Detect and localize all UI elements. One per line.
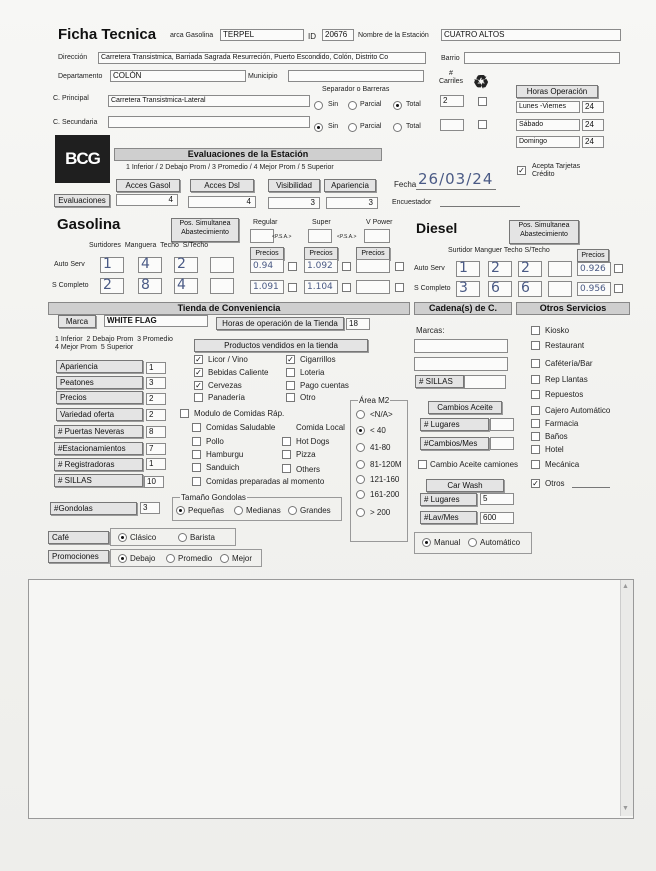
cafe-clasico-label: Clásico: [130, 533, 157, 542]
servicio-hotel-label: Hotel: [545, 445, 564, 454]
id-field[interactable]: 20676: [322, 29, 354, 41]
area-40-label: < 40: [370, 426, 386, 435]
evaluaciones-section-title: Evaluaciones de la Estación: [114, 148, 382, 161]
vpower-psa-field[interactable]: [364, 229, 390, 243]
servicio-mecanica-label: Mecánica: [545, 460, 580, 469]
notes-scrollbar[interactable]: [620, 580, 633, 816]
carwash-lugares-label: # Lugares: [420, 493, 477, 506]
tam-pequenas-radio[interactable]: [176, 506, 185, 515]
servicio-otros-label: Otros: [545, 479, 565, 488]
cadena-sillas-label: # SILLAS: [415, 375, 464, 388]
precio-diesel-header: Precios: [577, 249, 609, 262]
rating-apariencia-field[interactable]: 1: [146, 362, 166, 374]
horas-operacion-title: Horas Operación: [516, 85, 598, 98]
calle-secundaria-label: C. Secundaria: [53, 119, 98, 126]
area-m2-label: Área M2: [359, 396, 390, 405]
domingo-field[interactable]: 24: [582, 136, 604, 148]
comida-hamburgu-checkbox[interactable]: [192, 450, 201, 459]
tienda-section-title: Tienda de Conveniencia: [48, 302, 410, 315]
barrio-label: Barrio: [441, 55, 460, 62]
gas-comp-mangueras-val[interactable]: 8: [141, 277, 150, 293]
nombre-estacion-label: Nombre de la Estación: [358, 32, 429, 39]
diesel-auto-checkbox[interactable]: [614, 264, 623, 273]
dsl-auto-techo-val[interactable]: 2: [521, 260, 530, 276]
promo-promedio-label: Promedio: [178, 554, 213, 563]
area-41-80-radio[interactable]: [356, 443, 365, 452]
gasolina-columns: Surtidores Manguera Techo S/Techo: [89, 242, 209, 249]
calle-secundaria-field[interactable]: [108, 116, 310, 128]
producto-panaderia-checkbox[interactable]: [194, 393, 203, 402]
area-161-200-radio[interactable]: [356, 490, 365, 499]
producto-licor-checkbox[interactable]: ✓: [195, 355, 202, 364]
diesel-price-auto[interactable]: 0.926: [577, 262, 611, 276]
tam-pequenas-label: Pequeñas: [188, 506, 225, 515]
promo-debajo-label: Debajo: [130, 554, 156, 563]
rating-variedad-field[interactable]: 2: [146, 409, 166, 421]
barrio-field[interactable]: [464, 52, 620, 64]
super-psa-field[interactable]: [308, 229, 332, 243]
cafe-clasico-radio[interactable]: [118, 533, 127, 542]
producto-cervezas-label: Cervezas: [208, 381, 242, 390]
producto-cervezas-checkbox[interactable]: ✓: [195, 381, 202, 390]
regular-psa-field[interactable]: [250, 229, 274, 243]
acces-gasol-field[interactable]: 4: [116, 194, 178, 206]
rating-estacionamientos-field[interactable]: 7: [146, 443, 166, 455]
psa-label-1: <P.S.A.>: [272, 234, 292, 240]
carwash-automatico-label: Automático: [480, 538, 521, 547]
servicio-cafeteria-label: Cafétería/Bar: [545, 359, 593, 368]
secundaria-sin-label: Sin: [328, 123, 339, 130]
servicio-farmacia-checkbox[interactable]: [531, 419, 540, 428]
area-200-radio[interactable]: [356, 508, 365, 517]
gas-auto-surtidores: [100, 257, 124, 273]
gasolina-auto-label: Auto Serv: [54, 261, 85, 268]
otros-servicios-title: Otros Servicios: [516, 302, 630, 315]
fecha-handwritten[interactable]: 26/03/24: [418, 170, 494, 188]
acepta-tarjetas-checkbox[interactable]: ✓: [518, 166, 525, 175]
cambios-lugares-field[interactable]: [490, 418, 514, 431]
dsl-comp-mangueras: [488, 281, 512, 297]
rating-puertas-field[interactable]: 8: [146, 426, 166, 438]
acces-dsl-field[interactable]: 4: [188, 196, 256, 208]
promociones-label: Promociones: [48, 550, 109, 563]
cadena-section-title: Cadena(s) de C.: [414, 302, 512, 315]
area-na-label: <N/A>: [370, 410, 393, 419]
productos-title: Productos vendidos en la tienda: [194, 339, 368, 352]
fecha-underline: [416, 189, 496, 190]
tam-grandes-radio[interactable]: [288, 506, 297, 515]
cadena-marca-2-field[interactable]: [414, 357, 508, 371]
comida-pizza-label: Pizza: [296, 450, 316, 459]
area-40-radio[interactable]: [356, 426, 365, 435]
regular-price-comp[interactable]: 1.091: [250, 280, 284, 294]
producto-pago-label: Pago cuentas: [300, 381, 349, 390]
area-na-radio[interactable]: [356, 410, 365, 419]
dsl-auto-surtidores-val[interactable]: 1: [459, 260, 468, 276]
gas-auto-mangueras: [138, 257, 162, 273]
producto-cigarrillos-checkbox[interactable]: ✓: [287, 355, 294, 364]
regular-label: Regular: [253, 219, 278, 226]
cambios-lugares-label: # Lugares: [420, 418, 489, 431]
producto-loteria-checkbox[interactable]: [286, 368, 295, 377]
area-121-160-radio[interactable]: [356, 475, 365, 484]
gasolina-pos-simultanea: Pos. Simultanea Abastecimiento: [171, 218, 239, 242]
marca-gasolina-field[interactable]: TERPEL: [220, 29, 304, 41]
area-161-200-label: 161-200: [370, 490, 400, 499]
tienda-marca-label: Marca: [58, 315, 96, 328]
diesel-title: Diesel: [416, 220, 458, 236]
secundaria-parcial-radio[interactable]: [348, 123, 357, 132]
scroll-up-icon[interactable]: ▲: [622, 583, 629, 590]
car-wash-title: Car Wash: [426, 479, 504, 492]
sabado-label: Sábado: [516, 119, 580, 131]
area-200-label: > 200: [370, 508, 391, 517]
area-121-160-label: 121-160: [370, 475, 400, 484]
servicio-kiosko-checkbox[interactable]: [531, 326, 540, 335]
modulo-comidas-checkbox[interactable]: [180, 409, 189, 418]
acces-dsl-header: Acces Dsl: [190, 179, 254, 192]
promo-mejor-radio[interactable]: [220, 554, 229, 563]
precio-super-header: Precios: [304, 247, 338, 260]
gas-auto-techo-val[interactable]: 2: [177, 256, 186, 272]
gas-comp-surtidores-val[interactable]: 2: [103, 277, 112, 293]
comida-saludable-checkbox[interactable]: [192, 423, 201, 432]
visibilidad-header: Visibilidad: [268, 179, 320, 192]
cadena-marcas-label: Marcas:: [416, 326, 445, 335]
municipio-label: Municipio: [248, 73, 278, 80]
producto-otro-checkbox[interactable]: [286, 393, 295, 402]
gas-auto-surtidores-val[interactable]: 1: [103, 256, 112, 272]
secundaria-total-radio[interactable]: [393, 123, 402, 132]
comida-local-label: Comida Local: [296, 423, 345, 432]
rating-puertas-label: # Puertas Neveras: [54, 425, 143, 438]
area-81-120-label: 81-120M: [370, 460, 402, 469]
evaluaciones-row-label: Evaluaciones: [54, 194, 110, 207]
dsl-comp-surtidores-val[interactable]: 3: [459, 280, 468, 296]
cafe-barista-label: Barista: [190, 533, 215, 542]
principal-sin-label: Sin: [328, 101, 339, 108]
diesel-columns: Surtidor Manguer Techo S/Techo: [448, 247, 550, 254]
gasolina-completo-label: S Completo: [52, 282, 89, 289]
rating-apariencia-label: Apariencia: [56, 360, 143, 373]
encuestador-field[interactable]: [440, 206, 520, 207]
gas-comp-surtidores: [100, 278, 124, 294]
rating-registradoras-field[interactable]: 1: [146, 458, 166, 470]
dsl-comp-techo: [518, 281, 542, 297]
principal-sin-radio[interactable]: [314, 101, 323, 110]
secundaria-semaforo-checkbox[interactable]: [478, 120, 487, 129]
cafe-group: [110, 528, 236, 546]
cadena-marca-1-field[interactable]: [414, 339, 508, 353]
diesel-price-comp[interactable]: 0.956: [577, 282, 611, 296]
direccion-field[interactable]: Carretera Transistmica, Barriada Sagrada Resurreción, Puerto Escondido, Colón, Distrito Co: [98, 52, 426, 64]
vpower-comp-checkbox[interactable]: [395, 283, 404, 292]
rating-sillas-field[interactable]: 10: [144, 476, 164, 488]
dsl-auto-stecho[interactable]: [548, 261, 572, 277]
marca-gasolina-label: arca Gasolina: [170, 32, 214, 39]
gas-comp-techo-val[interactable]: 4: [177, 277, 186, 293]
servicio-farmacia-label: Farmacia: [545, 419, 579, 428]
municipio-field[interactable]: [288, 70, 424, 82]
carwash-automatico-radio[interactable]: [468, 538, 477, 547]
comida-others-label: Others: [296, 465, 321, 474]
comida-others-checkbox[interactable]: [282, 464, 291, 473]
super-auto-checkbox[interactable]: [342, 262, 351, 271]
producto-licor-label: Licor / Vino: [208, 355, 248, 364]
servicio-llantas-checkbox[interactable]: [531, 375, 540, 384]
gas-auto-techo: [174, 257, 198, 273]
tienda-horas-label: Horas de operación de la Tienda: [216, 317, 344, 330]
rating-sillas-label: # SILLAS: [54, 474, 143, 487]
sabado-field[interactable]: 24: [582, 119, 604, 131]
scroll-down-icon[interactable]: ▼: [622, 805, 629, 812]
principal-parcial-radio[interactable]: [348, 101, 357, 110]
producto-bebidas-checkbox[interactable]: ✓: [195, 368, 202, 377]
gondolas-field[interactable]: 3: [140, 502, 160, 514]
departamento-label: Departamento: [58, 73, 103, 80]
servicio-repuestos-checkbox[interactable]: [531, 390, 540, 399]
calle-principal-field[interactable]: Carretera Transistmica-Lateral: [108, 95, 310, 107]
evaluaciones-scale: 1 Inferior / 2 Debajo Prom / 3 Promedio / 4 Mejor Prom / 5 Superior: [126, 164, 334, 171]
principal-parcial-label: Parcial: [360, 101, 382, 108]
comida-sanduich-checkbox[interactable]: [192, 463, 201, 472]
dsl-comp-surtidores: [456, 281, 480, 297]
servicio-otros-checkbox[interactable]: ✓: [532, 479, 539, 488]
vpower-auto-checkbox[interactable]: [395, 262, 404, 271]
dsl-auto-surtidores: [456, 261, 480, 277]
carriles-principal-field[interactable]: 2: [440, 95, 464, 107]
tam-grandes-label: Grandes: [300, 506, 331, 515]
principal-semaforo-checkbox[interactable]: [478, 97, 487, 106]
carwash-lugares-field[interactable]: 5: [480, 493, 514, 505]
promo-mejor-label: Mejor: [232, 554, 253, 563]
comida-pollo-label: Pollo: [206, 437, 224, 446]
comida-hamburgu-label: Hamburgu: [206, 450, 244, 459]
servicio-llantas-label: Rep Llantas: [545, 375, 588, 384]
super-label: Super: [312, 219, 331, 226]
secundaria-sin-radio[interactable]: [314, 123, 323, 132]
calle-principal-label: C. Principal: [53, 95, 89, 102]
comida-preparadas-checkbox[interactable]: [192, 477, 201, 486]
secundaria-parcial-label: Parcial: [360, 123, 382, 130]
servicio-banos-checkbox[interactable]: [531, 432, 540, 441]
dsl-auto-mangueras-val[interactable]: 2: [491, 260, 500, 276]
tienda-scale: 1 Inferior 2 Debajo Prom 3 Promedio 4 Mejor Prom 5 Superior: [55, 336, 173, 351]
departamento-field[interactable]: COLÓN: [110, 70, 246, 82]
servicio-restaurant-checkbox[interactable]: [531, 341, 540, 350]
cafe-barista-radio[interactable]: [178, 533, 187, 542]
cambio-camiones-label: Cambio Aceite camiones: [430, 460, 519, 469]
bcg-logo: BCG: [55, 135, 110, 183]
producto-pago-checkbox[interactable]: [286, 381, 295, 390]
rating-precios-field[interactable]: 2: [146, 393, 166, 405]
comida-hotdogs-checkbox[interactable]: [282, 437, 291, 446]
carwash-manual-label: Manual: [434, 538, 461, 547]
producto-loteria-label: Loteria: [300, 368, 325, 377]
lunes-viernes-label: Lunes -Viernes: [516, 101, 580, 113]
diesel-comp-checkbox[interactable]: [614, 284, 623, 293]
servicio-kiosko-label: Kiosko: [545, 326, 570, 335]
gondolas-label: #Gondolas: [50, 502, 137, 515]
notes-textarea[interactable]: [28, 579, 634, 819]
diesel-completo-label: S Completo: [414, 285, 451, 292]
cambios-mes-field[interactable]: [490, 437, 514, 450]
dsl-comp-techo-val[interactable]: 6: [521, 280, 530, 296]
cambio-camiones-checkbox[interactable]: [418, 460, 427, 469]
producto-bebidas-label: Bebidas Caliente: [208, 368, 269, 377]
rating-estacionamientos-label: #Estacionamientos: [54, 442, 143, 455]
comida-pollo-checkbox[interactable]: [192, 437, 201, 446]
comida-preparadas-label: Comidas preparadas al momento: [206, 477, 325, 486]
dsl-auto-mangueras: [488, 261, 512, 277]
secundaria-total-label: Total: [406, 123, 421, 130]
modulo-comidas-label: Modulo de Comidas Ráp.: [194, 409, 285, 418]
acces-gasol-header: Acces Gasol: [116, 179, 180, 192]
super-price-comp[interactable]: 1.104: [304, 280, 338, 294]
carwash-manual-radio[interactable]: [422, 538, 431, 547]
producto-cigarrillos-label: Cigarrillos: [300, 355, 336, 364]
psa-label-2: <P.S.A.>: [337, 234, 357, 240]
servicio-hotel-checkbox[interactable]: [531, 445, 540, 454]
promo-promedio-radio[interactable]: [166, 554, 175, 563]
gasolina-title: Gasolina: [57, 216, 121, 233]
rating-precios-label: Precios: [56, 391, 143, 404]
area-41-80-label: 41-80: [370, 443, 391, 452]
vpower-price-auto[interactable]: [356, 259, 390, 273]
servicio-otros-field[interactable]: [572, 487, 610, 488]
producto-otro-label: Otro: [300, 393, 316, 402]
principal-total-label: Total: [406, 101, 421, 108]
cambios-aceite-title: Cambios Aceite: [428, 401, 502, 414]
regular-auto-checkbox[interactable]: [288, 262, 297, 271]
vpower-price-comp[interactable]: [356, 280, 390, 294]
cadena-sillas-field[interactable]: [464, 375, 506, 389]
regular-price-auto[interactable]: 0.94: [250, 259, 284, 273]
carriles-label: # Carriles: [438, 70, 464, 85]
comida-sanduich-label: Sanduich: [206, 463, 240, 472]
rating-registradoras-label: # Registradoras: [54, 458, 143, 471]
acepta-tarjetas-label: Acepta Tarjetas Crédito: [532, 163, 581, 178]
id-label: ID: [308, 32, 316, 41]
producto-panaderia-label: Panadería: [208, 393, 245, 402]
nombre-estacion-field[interactable]: CUATRO ALTOS: [441, 29, 621, 41]
apariencia-header: Apariencia: [324, 179, 376, 192]
tam-medianas-label: Medianas: [246, 506, 281, 515]
tienda-marca-field[interactable]: WHITE FLAG: [104, 315, 208, 327]
carriles-secundaria-field[interactable]: [440, 119, 464, 131]
dsl-auto-techo: [518, 261, 542, 277]
tam-medianas-radio[interactable]: [234, 506, 243, 515]
carwash-lav-field[interactable]: 600: [480, 512, 514, 524]
servicio-mecanica-checkbox[interactable]: [531, 460, 540, 469]
principal-total-radio[interactable]: [393, 101, 402, 110]
area-81-120-radio[interactable]: [356, 460, 365, 469]
comida-hotdogs-label: Hot Dogs: [296, 437, 330, 446]
area-m2-group: [350, 400, 408, 542]
promo-debajo-radio[interactable]: [118, 554, 127, 563]
gas-auto-stecho[interactable]: [210, 257, 234, 273]
separador-label: Separador o Barreras: [322, 86, 390, 93]
diesel-auto-label: Auto Serv: [414, 265, 445, 272]
cafe-label: Café: [48, 531, 109, 544]
traffic-light-icon: ♻: [473, 72, 490, 92]
domingo-label: Domingo: [516, 136, 580, 148]
rating-peatones-field[interactable]: 3: [146, 377, 166, 389]
servicio-cajero-checkbox[interactable]: [531, 406, 540, 415]
servicio-cafeteria-checkbox[interactable]: [531, 359, 540, 368]
servicio-banos-label: Baños: [545, 432, 568, 441]
comida-saludable-label: Comidas Saludable: [206, 423, 276, 432]
encuestador-label: Encuestador: [392, 199, 432, 206]
dsl-comp-mangueras-val[interactable]: 6: [491, 280, 500, 296]
super-price-auto[interactable]: 1.092: [304, 259, 338, 273]
servicio-repuestos-label: Repuestos: [545, 390, 584, 399]
cambios-mes-label: #Cambios/Mes: [420, 437, 489, 450]
carwash-lav-label: #Lav/Mes: [420, 511, 477, 524]
fecha-label: Fecha: [394, 180, 417, 189]
precio-regular-header: Precios: [250, 247, 284, 260]
rating-peatones-label: Peatones: [56, 376, 143, 389]
diesel-pos-simultanea: Pos. Simultanea Abastecimiento: [509, 220, 579, 244]
servicio-cajero-label: Cajero Automático: [545, 406, 611, 415]
gas-comp-stecho[interactable]: [210, 278, 234, 294]
regular-comp-checkbox[interactable]: [288, 283, 297, 292]
lunes-viernes-field[interactable]: 24: [582, 101, 604, 113]
precio-vpower-header: Precios: [356, 247, 390, 260]
super-comp-checkbox[interactable]: [342, 283, 351, 292]
tamano-gondolas-label: Tamaño Gondolas: [181, 493, 246, 502]
visibilidad-field[interactable]: 3: [268, 197, 320, 209]
gas-comp-mangueras: [138, 278, 162, 294]
rating-variedad-label: Variedad oferta: [56, 408, 143, 421]
comida-pizza-checkbox[interactable]: [282, 450, 291, 459]
vpower-label: V Power: [366, 219, 393, 226]
gas-auto-mangueras-val[interactable]: 4: [141, 256, 150, 272]
direccion-label: Dirección: [58, 54, 88, 61]
tienda-horas-field[interactable]: 18: [346, 318, 370, 330]
form-title: Ficha Tecnica: [58, 26, 157, 43]
servicio-restaurant-label: Restaurant: [545, 341, 585, 350]
dsl-comp-stecho[interactable]: [548, 281, 572, 297]
apariencia-field[interactable]: 3: [326, 197, 378, 209]
gas-comp-techo: [174, 278, 198, 294]
